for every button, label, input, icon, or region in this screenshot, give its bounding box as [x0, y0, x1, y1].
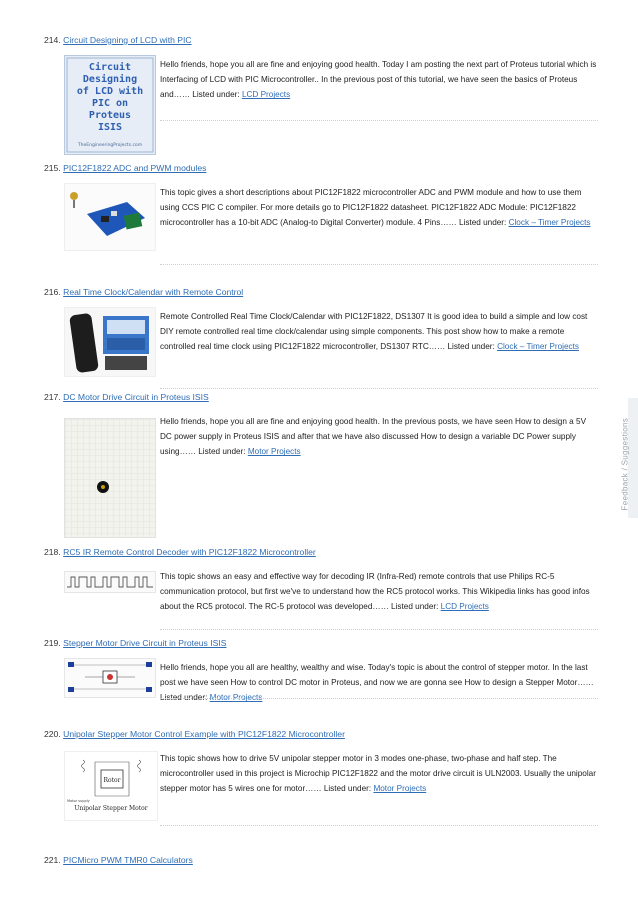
- entry-heading: [44, 547, 598, 558]
- thumb-line-6: ISIS: [97, 122, 123, 133]
- divider: [160, 629, 598, 630]
- list-item: [44, 392, 598, 457]
- list-item: [44, 547, 598, 612]
- description-text: Hello friends, hope you all are healthy, wealthy and wise. Today's topic is about the control of stepper motor. In the last post we have seen How to control DC motor in Proteus, and now we are gonna see How to design a Stepper Motor…… Listed under:: [160, 663, 594, 703]
- thumbnail-image[interactable]: [64, 751, 158, 821]
- entry-link[interactable]: Stepper Motor Drive Circuit in Proteus ISIS: [63, 638, 227, 648]
- entry-heading: [44, 855, 598, 866]
- lcd-thumbnail-graphic: [65, 56, 155, 154]
- rtc-remote-graphic: [65, 308, 155, 376]
- category-link[interactable]: LCD Projects: [440, 602, 489, 612]
- entry-heading: [44, 392, 598, 403]
- entry-heading: [44, 287, 598, 298]
- description-text: This topic shows how to drive 5V unipolar stepper motor in 3 modes one-phase, two-phase and half step. The microcontroller used in this project is Microchip PIC12F1822 and the motor drive circuit is ULN2003. Usually the unipolar stepper motor has 5 wires one for motor…… Listed under:: [160, 754, 596, 794]
- entry-description: [160, 414, 598, 462]
- stepper-schematic-graphic: [65, 659, 155, 697]
- thumbnail-image[interactable]: [64, 55, 156, 155]
- description-text: Remote Controlled Real Time Clock/Calendar with PIC12F1822, DS1307 It is good idea to build a simple and low cost DIY remote controlled real time clock/calendar using simple components. This post show how to make a remote controlled real time clock using PIC12F1822 microcontroller, DS1307 RTC…… Listed under:: [160, 312, 588, 352]
- category-link[interactable]: Motor Projects: [209, 693, 263, 703]
- entry-link[interactable]: Real Time Clock/Calendar with Remote Control: [63, 287, 244, 297]
- entry-description: [160, 569, 598, 617]
- thumbnail-image[interactable]: [64, 183, 156, 251]
- rotor-label: Rotor: [103, 777, 121, 784]
- entry-description: [160, 751, 598, 799]
- divider: [160, 698, 598, 699]
- description-text: Hello friends, hope you all are fine and enjoying good health. Today I am posting the next part of Proteus tutorial which is Interfacing of LCD with PIC Microcontroller.. In the previous post of this tutorial, we have seen the basics of Proteus and…… Listed under:: [160, 60, 597, 100]
- list-item: [44, 855, 598, 866]
- thumbnail-image[interactable]: [64, 418, 156, 538]
- entry-number: 215.: [44, 163, 61, 173]
- divider: [160, 264, 598, 265]
- divider: [160, 388, 598, 389]
- entry-link[interactable]: PIC12F1822 ADC and PWM modules: [63, 163, 207, 173]
- list-item: [44, 729, 598, 812]
- feedback-link[interactable]: Feedback / Suggestions: [620, 418, 629, 511]
- dc-motor-schematic-graphic: [65, 419, 155, 537]
- thumb-line-3: of LCD with: [76, 86, 144, 97]
- entry-number: 219.: [44, 638, 61, 648]
- thumbnail-image[interactable]: [64, 307, 156, 377]
- entry-heading: [44, 638, 598, 649]
- divider: [160, 120, 598, 121]
- description-text: This topic gives a short descriptions about PIC12F1822 microcontroller ADC and PWM module and how to use them using CCS PIC C compiler. For more details go to PIC12F1822 datasheet. PIC12F1822 ADC Module: PIC12F1822 microcontroller has a 10-bit ADC (Analog-to Digital Converter) module. 4 Pins…… Listed under:: [160, 188, 582, 228]
- thumb-line-5: Proteus: [88, 110, 132, 121]
- entry-number: 218.: [44, 547, 61, 557]
- entry-number: 221.: [44, 855, 61, 865]
- category-link[interactable]: Motor Projects: [247, 447, 301, 457]
- list-item: [44, 287, 598, 352]
- category-link[interactable]: LCD Projects: [241, 90, 291, 100]
- entry-link[interactable]: PICMicro PWM TMR0 Calculators: [63, 855, 193, 865]
- entry-heading: [44, 35, 598, 46]
- rc5-waveform-graphic: [65, 572, 155, 592]
- entry-description: [160, 57, 598, 133]
- entry-link[interactable]: DC Motor Drive Circuit in Proteus ISIS: [63, 392, 209, 402]
- description-text: This topic shows an easy and effective way for decoding IR (Infra-Red) remote controls that use Philips RC-5 communication protocol, but first we've to understand how the RC5 protocol works. This Wikipedia links has good infos about the RC5 protocol. The RC-5 protocol was developed…… Listed under:: [160, 572, 590, 612]
- category-link[interactable]: Clock – Timer Projects: [497, 342, 579, 352]
- list-item: [44, 35, 598, 148]
- entry-heading: [44, 163, 598, 174]
- entry-description: [160, 309, 598, 371]
- thumb-line-1: Circuit: [88, 62, 132, 73]
- category-link[interactable]: Motor Projects: [373, 784, 427, 794]
- thumb-line-4: PIC on: [91, 98, 129, 109]
- feedback-tab[interactable]: [628, 398, 638, 518]
- entry-number: 217.: [44, 392, 61, 402]
- category-link[interactable]: Clock – Timer Projects: [508, 218, 591, 228]
- description-text: Hello friends, hope you all are fine and enjoying good health. In the previous posts, we have seen How to design a 5V DC power supply in Proteus ISIS and after that we have also discussed How to design a variable DC Power supply using…… Listed under:: [160, 417, 587, 457]
- entry-description: [160, 185, 598, 247]
- diagram-caption: Unipolar Stepper Motor: [74, 805, 148, 812]
- thumb-line-2: Designing: [82, 74, 138, 85]
- entry-link[interactable]: Circuit Designing of LCD with PIC: [63, 35, 192, 45]
- entry-number: 220.: [44, 729, 61, 739]
- list-item: [44, 163, 598, 228]
- divider: [160, 825, 598, 826]
- entry-link[interactable]: Unipolar Stepper Motor Control Example with PIC12F1822 Microcontroller: [63, 729, 345, 739]
- thumbnail-image[interactable]: [64, 658, 156, 698]
- thumb-footer: TheEngineeringProjects.com: [77, 143, 143, 148]
- thumbnail-image[interactable]: [64, 571, 156, 593]
- entry-number: 216.: [44, 287, 61, 297]
- entry-link[interactable]: RC5 IR Remote Control Decoder with PIC12F1822 Microcontroller: [63, 547, 316, 557]
- unipolar-stepper-diagram: [65, 752, 157, 820]
- entry-number: 214.: [44, 35, 61, 45]
- pwm-module-graphic: [65, 184, 155, 250]
- supply-label: Motor supply: [67, 799, 90, 803]
- entry-heading: [44, 729, 598, 740]
- list-item: [44, 638, 598, 703]
- entry-description: [160, 660, 598, 708]
